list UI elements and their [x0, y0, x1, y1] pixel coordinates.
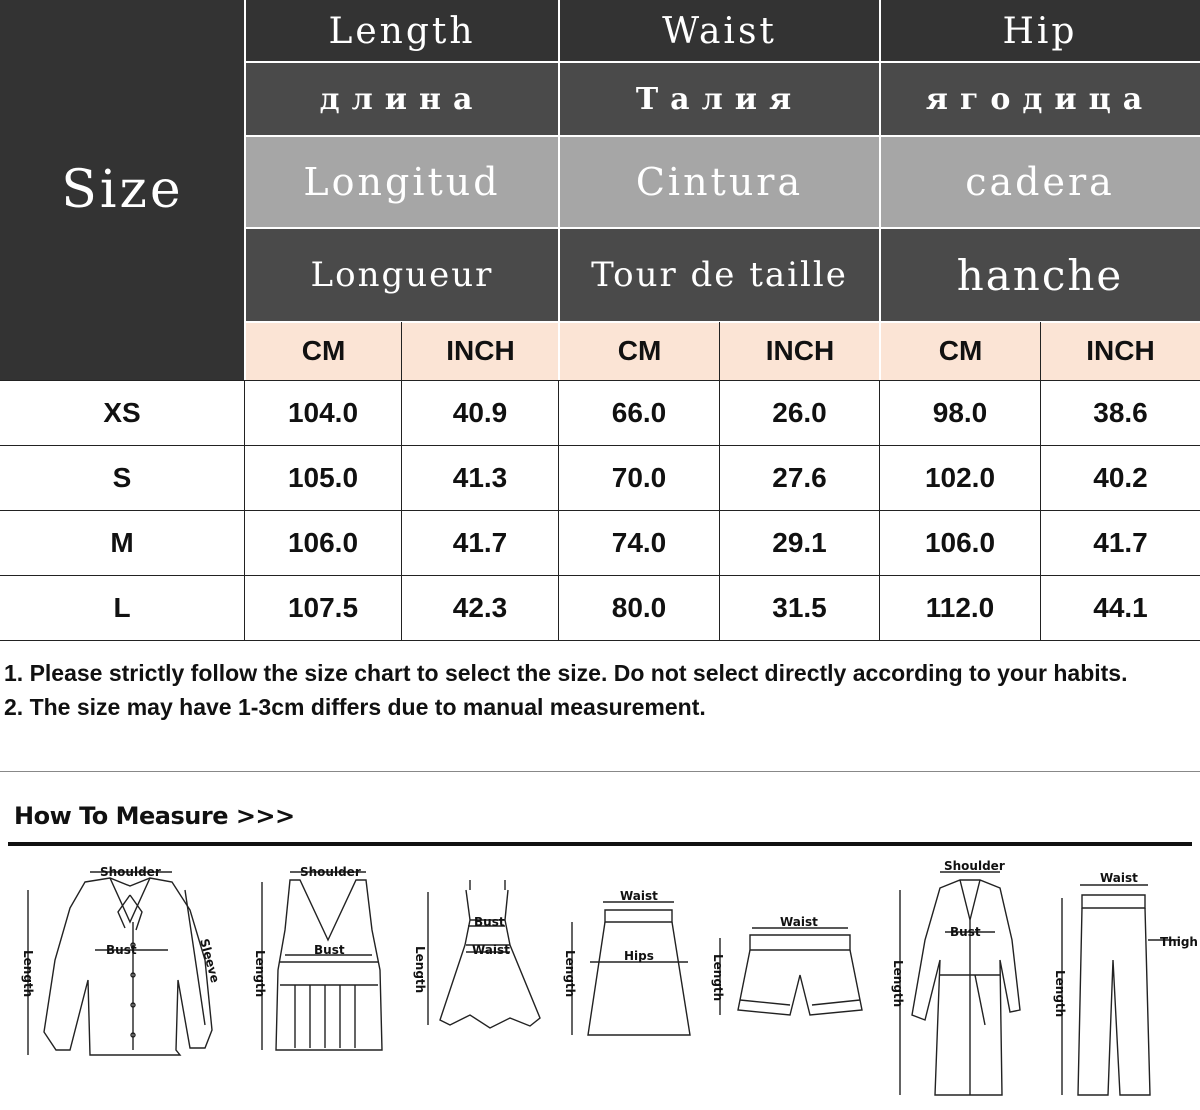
how-to-measure-title: How To Measure >>> [14, 802, 295, 830]
hip-cm-cell: 98.0 [880, 381, 1040, 445]
unit-waist-inch: INCH [720, 322, 880, 380]
hip-cm-cell: 112.0 [880, 576, 1040, 640]
waist-cm-cell: 80.0 [559, 576, 719, 640]
length-cm-cell: 106.0 [245, 511, 401, 575]
length-label-6: Length [891, 960, 905, 1008]
length-header-en: Length [245, 0, 559, 62]
length-label-3: Length [413, 946, 427, 994]
waist-cm-cell: 74.0 [559, 511, 719, 575]
waist-label-3: Waist [472, 943, 510, 957]
unit-length-cm: CM [245, 322, 402, 380]
shoulder-label-6: Shoulder [944, 859, 1005, 873]
note-2: 2. The size may have 1-3cm differs due to manual measurement. [4, 694, 706, 720]
length-cm-cell: 107.5 [245, 576, 401, 640]
length-label-2: Length [253, 950, 267, 998]
hip-inch-cell: 38.6 [1041, 381, 1200, 445]
waist-inch-cell: 27.6 [720, 446, 879, 510]
unit-waist-cm: CM [559, 322, 720, 380]
hip-inch-cell: 44.1 [1041, 576, 1200, 640]
length-header-es: Longitud [245, 136, 559, 228]
hip-header-fr: hanche [880, 228, 1200, 322]
length-inch-cell: 41.7 [402, 511, 558, 575]
hip-header-en: Hip [880, 0, 1200, 62]
hip-header-ru: ягодица [880, 62, 1200, 136]
length-inch-cell: 41.3 [402, 446, 558, 510]
hip-inch-cell: 40.2 [1041, 446, 1200, 510]
shoulder-label-2: Shoulder [300, 865, 361, 879]
length-header-fr: Longueur [245, 228, 559, 322]
coat-illustration [900, 872, 1020, 1095]
hip-header-es: cadera [880, 136, 1200, 228]
shorts-illustration [720, 928, 862, 1015]
length-cm-cell: 104.0 [245, 381, 401, 445]
waist-cm-cell: 66.0 [559, 381, 719, 445]
measure-illustrations [0, 850, 1200, 1108]
length-header-ru: длина [245, 62, 559, 136]
waist-header-es: Cintura [559, 136, 880, 228]
tank-top-illustration [262, 872, 382, 1050]
unit-length-inch: INCH [402, 322, 559, 380]
unit-hip-cm: CM [880, 322, 1041, 380]
unit-hip-inch: INCH [1041, 322, 1200, 380]
bust-label-1: Bust [106, 943, 137, 957]
waist-inch-cell: 31.5 [720, 576, 879, 640]
size-cell: S [0, 446, 244, 510]
waist-label-7: Waist [1100, 871, 1138, 885]
hip-cm-cell: 102.0 [880, 446, 1040, 510]
hips-label: Hips [624, 949, 654, 963]
how-to-measure-divider [8, 842, 1192, 846]
size-cell: M [0, 511, 244, 575]
length-inch-cell: 40.9 [402, 381, 558, 445]
bust-label-2: Bust [314, 943, 345, 957]
skirt-illustration [572, 902, 690, 1035]
bust-label-3: Bust [474, 915, 505, 929]
size-header: Size [0, 0, 245, 380]
hip-inch-cell: 41.7 [1041, 511, 1200, 575]
length-label-7: Length [1053, 970, 1067, 1018]
blouse-illustration [28, 872, 212, 1055]
size-cell: XS [0, 381, 244, 445]
waist-cm-cell: 70.0 [559, 446, 719, 510]
length-label-5: Length [711, 954, 725, 1002]
size-notes [4, 656, 1194, 724]
length-cm-cell: 105.0 [245, 446, 401, 510]
waist-header-ru: Талия [559, 62, 880, 136]
waist-label-5: Waist [780, 915, 818, 929]
length-label-4: Length [563, 950, 577, 998]
jeans-illustration [1062, 885, 1180, 1095]
bust-label-6: Bust [950, 925, 981, 939]
waist-inch-cell: 26.0 [720, 381, 879, 445]
size-cell: L [0, 576, 244, 640]
hip-cm-cell: 106.0 [880, 511, 1040, 575]
sleeve-label: Sleeve [197, 937, 223, 985]
waist-label-4: Waist [620, 889, 658, 903]
waist-header-fr: Tour de taille [559, 228, 880, 322]
length-inch-cell: 42.3 [402, 576, 558, 640]
shoulder-label-1: Shoulder [100, 865, 161, 879]
waist-header-en: Waist [559, 0, 880, 62]
waist-inch-cell: 29.1 [720, 511, 879, 575]
thigh-label: Thigh [1160, 935, 1198, 949]
length-label-1: Length [21, 950, 35, 998]
note-1: 1. Please strictly follow the size chart to select the size. Do not select directly according to your habits. [4, 660, 1128, 686]
